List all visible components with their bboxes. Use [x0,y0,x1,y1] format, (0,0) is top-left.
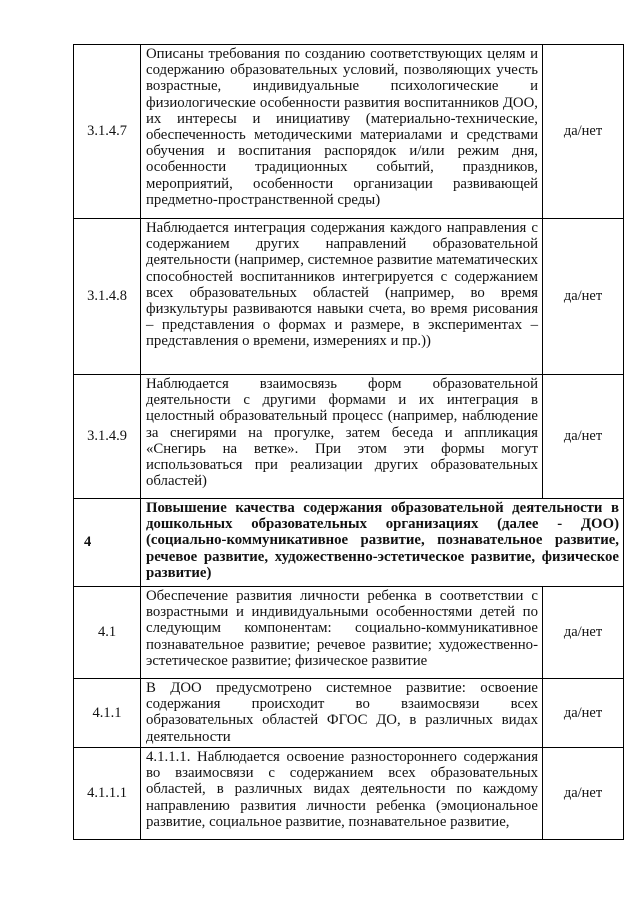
table-row [74,587,624,679]
answer-cell: да/нет [543,587,624,679]
table-row [74,375,624,499]
criterion-text: 4.1.1.1. Наблюдается освоение разностороннего содержания во взаимосвязи с содержанием всех образовательных областей, в различных видах деятельности по каждому направлению развития личности ребенка (эмоциональное развитие, социальное развитие, познавательное развитие, [141,748,543,840]
table-row [74,748,624,840]
row-number: 4.1 [74,587,141,679]
criterion-text: В ДОО предусмотрено системное развитие: освоение содержания происходит во взаимосвязи всех образовательных областей ФГОС ДО, в различных видах деятельности [141,679,543,748]
criterion-text: Описаны требования по созданию соответствующих целям и содержанию образовательных условий, позволяющих учесть возрастные, индивидуальные психологические и физиологические особенности развития воспитанников ДОО, их интересы и инициативу (материально-технические, обеспеченность методическими материалами и средствами обучения и воспитания распорядок и/или режим дня, особенности традиционных событий, праздников, мероприятий, особенности организации развивающей предметно-пространственной среды) [141,45,543,219]
criterion-text: Обеспечение развития личности ребенка в соответствии с возрастными и индивидуальными особенностями детей по следующим компонентам: социально-коммуникативное познавательное развитие; речевое развитие; художественно-эстетическое развитие; физическое развитие [141,587,543,679]
criterion-text: Наблюдается взаимосвязь форм образовательной деятельности с другими формами и их интеграция в целостный образовательный процесс (например, наблюдение за снегирями на прогулке, затем беседа и аппликация «Снегирь на ветке». При этом эти формы могут использоваться при реализации других образовательных областей) [141,375,543,499]
row-number: 3.1.4.7 [74,45,141,219]
row-number: 3.1.4.9 [74,375,141,499]
table-row [74,45,624,219]
answer-cell: да/нет [543,748,624,840]
row-number: 4.1.1.1 [74,748,141,840]
section-number: 4 [74,499,141,587]
table-row [74,219,624,375]
answer-cell: да/нет [543,219,624,375]
criterion-text: Наблюдается интеграция содержания каждого направления с содержанием других направлений образовательной деятельности (например, системное развитие математических способностей воспитанников интегрируется с содержанием всех образовательных областей (например, во время физкультуры развиваются навыки счета, во время рисования – представления о формах и размере, в экспериментах – представления о времени, измерениях и пр.)) [141,219,543,375]
section-heading: Повышение качества содержания образовательной деятельности в дошкольных образовательных организациях (далее - ДОО) (социально-коммуникативное развитие, познавательное развитие, речевое развитие, художественно-эстетическое развитие, физическое развитие) [141,499,624,587]
answer-cell: да/нет [543,679,624,748]
row-number: 4.1.1 [74,679,141,748]
table-row [74,679,624,748]
criteria-table [73,44,624,840]
answer-cell: да/нет [543,45,624,219]
answer-cell: да/нет [543,375,624,499]
table-row [74,499,624,587]
row-number: 3.1.4.8 [74,219,141,375]
